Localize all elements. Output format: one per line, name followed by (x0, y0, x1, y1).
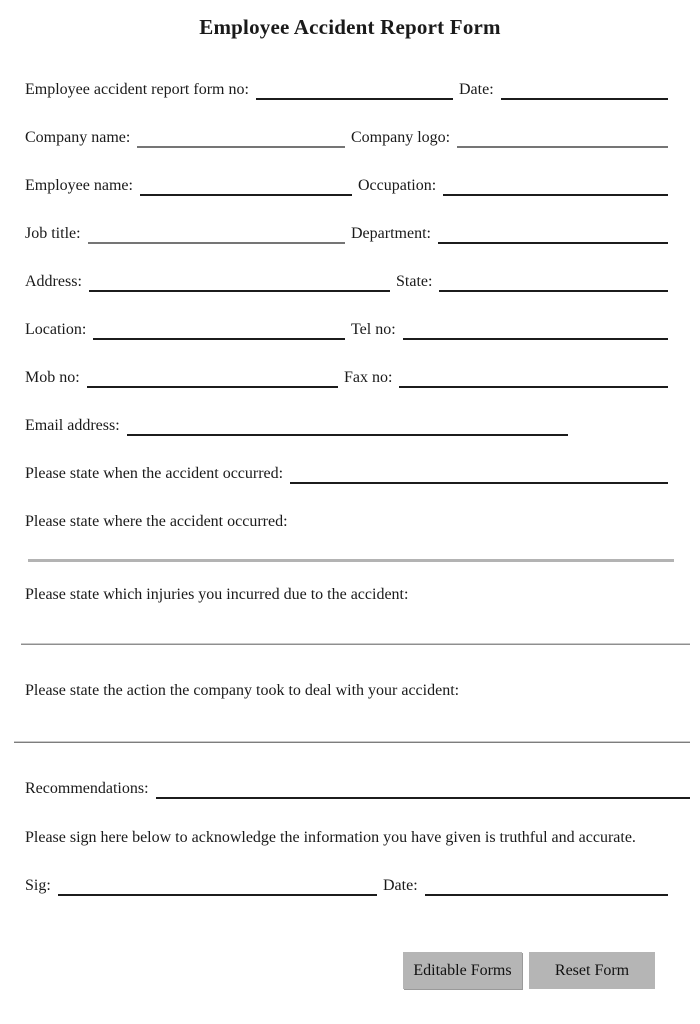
divider-where (28, 559, 674, 562)
row-when-occurred (25, 464, 668, 484)
form-no-field[interactable] (256, 86, 453, 100)
job-title-label: Job title: (25, 225, 81, 242)
button-bar (0, 952, 700, 989)
state-field[interactable] (439, 278, 668, 292)
fax-no-field[interactable] (399, 374, 668, 388)
company-action-label: Please state the action the company took to deal with your accident: (25, 682, 460, 699)
when-occurred-field[interactable] (290, 470, 668, 484)
department-field[interactable] (438, 230, 668, 244)
employee-name-field[interactable] (140, 182, 352, 196)
fax-no-label: Fax no: (344, 369, 393, 386)
department-label: Department: (351, 225, 431, 242)
sig-date-label: Date: (383, 877, 418, 894)
employee-name-label: Employee name: (25, 177, 133, 194)
company-logo-label: Company logo: (351, 129, 451, 146)
injuries-answer-area[interactable] (25, 643, 668, 645)
company-action-answer-area[interactable] (25, 741, 668, 743)
row-recommendations (25, 779, 690, 799)
date-label: Date: (459, 81, 494, 98)
mob-no-field[interactable] (87, 374, 338, 388)
job-title-field[interactable] (88, 230, 345, 244)
row-email (25, 416, 568, 436)
row-company (25, 128, 668, 148)
sig-label: Sig: (25, 877, 51, 894)
row-signature (25, 876, 668, 896)
divider-action (14, 741, 690, 743)
mob-no-label: Mob no: (25, 369, 80, 386)
row-address (25, 272, 668, 292)
where-occurred-answer-area[interactable] (25, 559, 668, 562)
divider-injuries (21, 643, 690, 645)
occupation-label: Occupation: (358, 177, 437, 194)
editable-forms-button[interactable]: Editable Forms (403, 952, 522, 989)
row-employee (25, 176, 668, 196)
form-body (0, 80, 700, 896)
company-logo-field[interactable] (457, 134, 668, 148)
row-job (25, 224, 668, 244)
injuries-label: Please state which injuries you incurred due to the accident: (25, 586, 409, 603)
address-field[interactable] (89, 278, 390, 292)
email-address-label: Email address: (25, 417, 120, 434)
row-location (25, 320, 668, 340)
tel-no-label: Tel no: (351, 321, 396, 338)
date-field[interactable] (501, 86, 668, 100)
where-occurred-label: Please state where the accident occurred: (25, 513, 288, 530)
location-label: Location: (25, 321, 87, 338)
row-mob-fax (25, 368, 668, 388)
sig-date-field[interactable] (425, 882, 668, 896)
tel-no-field[interactable] (403, 326, 668, 340)
state-label: State: (396, 273, 433, 290)
row-form-no-date (25, 80, 668, 100)
occupation-field[interactable] (443, 182, 668, 196)
reset-form-button[interactable]: Reset Form (529, 952, 655, 989)
page-title: Employee Accident Report Form (199, 15, 501, 39)
location-field[interactable] (93, 326, 345, 340)
recommendations-label: Recommendations: (25, 780, 149, 797)
company-name-label: Company name: (25, 129, 131, 146)
when-occurred-label: Please state when the accident occurred: (25, 465, 284, 482)
recommendations-field[interactable] (156, 785, 690, 799)
signature-field[interactable] (58, 882, 377, 896)
form-no-label: Employee accident report form no: (25, 81, 249, 98)
company-name-field[interactable] (137, 134, 345, 148)
email-address-field[interactable] (127, 422, 568, 436)
signature-note: Please sign here below to acknowledge the information you have given is truthful and accurate. (25, 829, 636, 846)
address-label: Address: (25, 273, 82, 290)
